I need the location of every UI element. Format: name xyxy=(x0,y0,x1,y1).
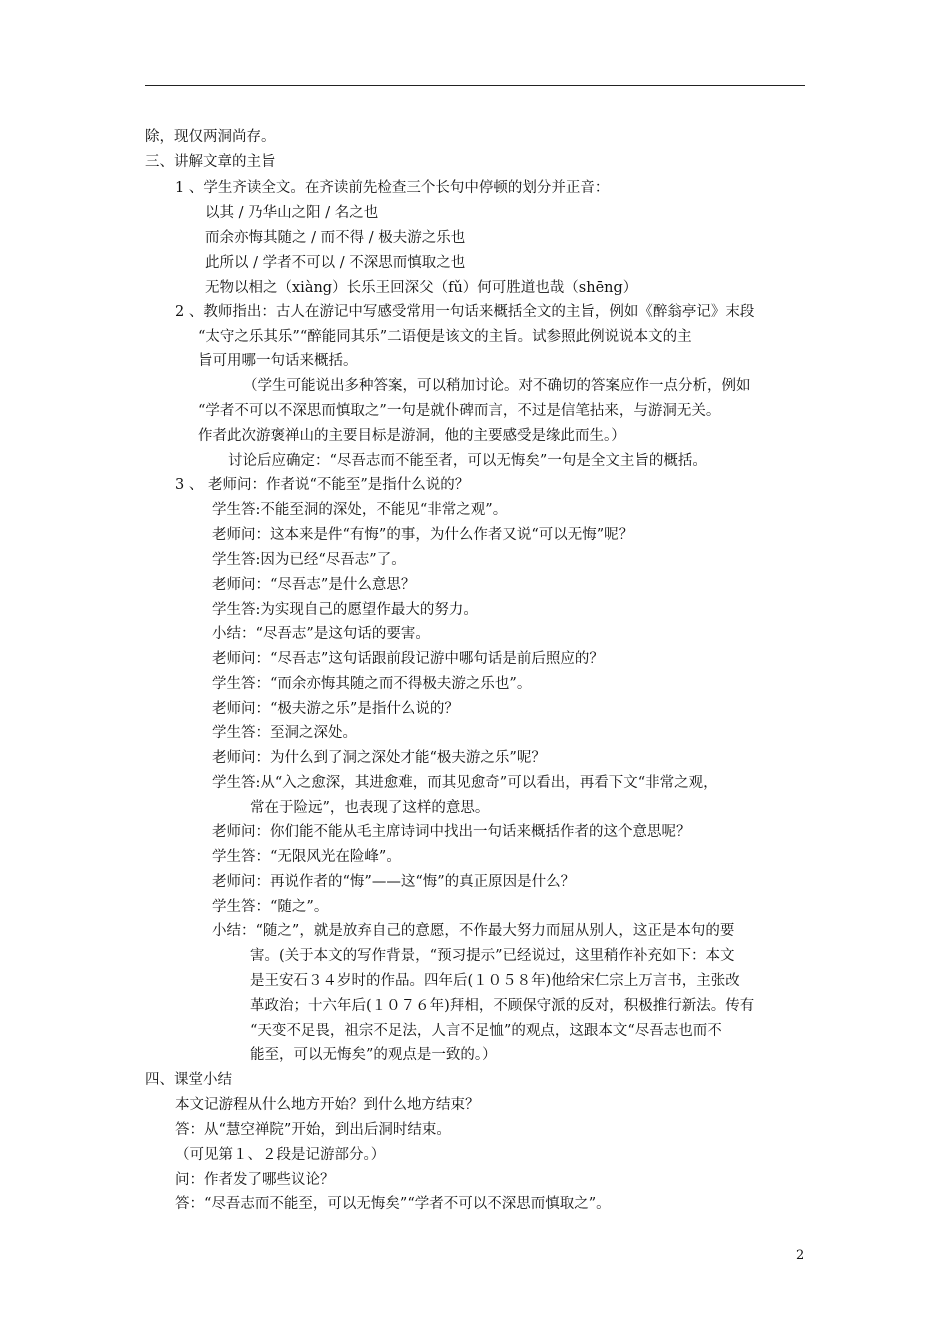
text-line: 老师问：“尽吾志”是什么意思？ xyxy=(212,577,416,593)
text-line: 老师问：这本来是件“有悔”的事，为什么作者又说“可以无悔”呢？ xyxy=(212,527,634,543)
text-line: 小结：“尽吾志”是这句话的要害。 xyxy=(212,626,430,642)
text-line: 本文记游程从什么地方开始？到什么地方结束？ xyxy=(175,1097,480,1113)
text-line: 学生答:为实现自己的愿望作最大的努力。 xyxy=(212,602,478,618)
text-line: “太守之乐其乐”“醉能同其乐”二语便是该文的主旨。试参照此例说说本文的主 xyxy=(198,329,692,345)
text-line: 老师问：为什么到了洞之深处才能“极夫游之乐”呢？ xyxy=(212,750,546,766)
text-line: 老师问：你们能不能从毛主席诗词中找出一句话来概括作者的这个意思呢？ xyxy=(212,824,691,840)
text-line: （可见第１、２段是记游部分。） xyxy=(175,1147,386,1163)
text-line: 害。(关于本文的写作背景，“预习提示”已经说过，这里稍作补充如下：本文 xyxy=(250,948,735,964)
section-heading: 四、课堂小结 xyxy=(145,1072,232,1088)
text-line: 学生答:因为已经“尽吾志”了。 xyxy=(212,552,406,568)
text-line: 能至，可以无悔矣”的观点是一致的。） xyxy=(250,1047,497,1063)
text-line: 旨可用哪一句话来概括。 xyxy=(198,353,358,369)
text-line: 学生答:从“入之愈深，其进愈难，而其见愈奇”可以看出，再看下文“非常之观， xyxy=(212,775,718,791)
text-line: 答：从“慧空禅院”开始，到出后洞时结束。 xyxy=(175,1122,451,1138)
text-line: 2 、教师指出：古人在游记中写感受常用一句话来概括全文的主旨，例如《醉翁亭记》末段 xyxy=(175,304,755,320)
text-line: 无物以相之（xiàng）长乐王回深父（fǔ）何可胜道也哉（shēng） xyxy=(205,280,638,296)
text-line: 讨论后应确定：“尽吾志而不能至者，可以无悔矣”一句是全文主旨的概括。 xyxy=(228,453,707,469)
text-line: 除，现仅两洞尚存。 xyxy=(145,129,276,145)
text-line: 老师问：“尽吾志”这句话跟前段记游中哪句话是前后照应的？ xyxy=(212,651,604,667)
text-line: 1 、学生齐读全文。在齐读前先检查三个长句中停顿的划分并正音： xyxy=(175,180,610,196)
section-heading: 三、讲解文章的主旨 xyxy=(145,154,276,170)
text-line: 学生答：“随之”。 xyxy=(212,899,329,915)
text-line: 是王安石３４岁时的作品。四年后(１０５８年)他给宋仁宗上万言书，主张改 xyxy=(250,973,740,989)
text-line: “天变不足畏，祖宗不足法，人言不足恤”的观点，这跟本文“尽吾志也而不 xyxy=(250,1023,722,1039)
text-line: （学生可能说出多种答案，可以稍加讨论。对不确切的答案应作一点分析，例如 xyxy=(243,378,751,394)
header-rule xyxy=(145,85,805,86)
text-line: 3 、 老师问：作者说“不能至”是指什么说的？ xyxy=(175,477,470,493)
text-line: 问：作者发了哪些议论？ xyxy=(175,1172,335,1188)
text-line: 作者此次游褒禅山的主要目标是游洞，他的主要感受是缘此而生。） xyxy=(198,428,626,444)
text-line: 答：“尽吾志而不能至，可以无悔矣”“学者不可以不深思而慎取之”。 xyxy=(175,1196,611,1212)
text-line: 老师问：再说作者的“悔”——这“悔”的真正原因是什么？ xyxy=(212,874,576,890)
page-number: 2 xyxy=(796,1248,805,1263)
text-line: “学者不可以不深思而慎取之”一句是就仆碑而言，不过是信笔拈来，与游洞无关。 xyxy=(198,403,721,419)
text-line: 学生答：“无限风光在险峰”。 xyxy=(212,849,401,865)
text-line: 革政治；十六年后(１０７６年)拜相，不顾保守派的反对，积极推行新法。传有 xyxy=(250,998,755,1014)
text-line: 学生答：至洞之深处。 xyxy=(212,725,357,741)
text-line: 常在于险远”，也表现了这样的意思。 xyxy=(250,800,490,816)
text-line: 学生答:不能至洞的深处，不能见“非常之观”。 xyxy=(212,502,508,518)
text-line: 小结：“随之”，就是放弃自己的意愿，不作最大努力而屈从别人，这正是本句的要 xyxy=(212,923,735,939)
text-line: 老师问：“极夫游之乐”是指什么说的？ xyxy=(212,701,459,717)
text-line: 此所以 / 学者不可以 / 不深思而慎取之也 xyxy=(205,255,466,271)
text-line: 学生答：“而余亦悔其随之而不得极夫游之乐也”。 xyxy=(212,676,532,692)
text-line: 以其 / 乃华山之阳 / 名之也 xyxy=(205,205,379,221)
text-line: 而余亦悔其随之 / 而不得 / 极夫游之乐也 xyxy=(205,230,466,246)
